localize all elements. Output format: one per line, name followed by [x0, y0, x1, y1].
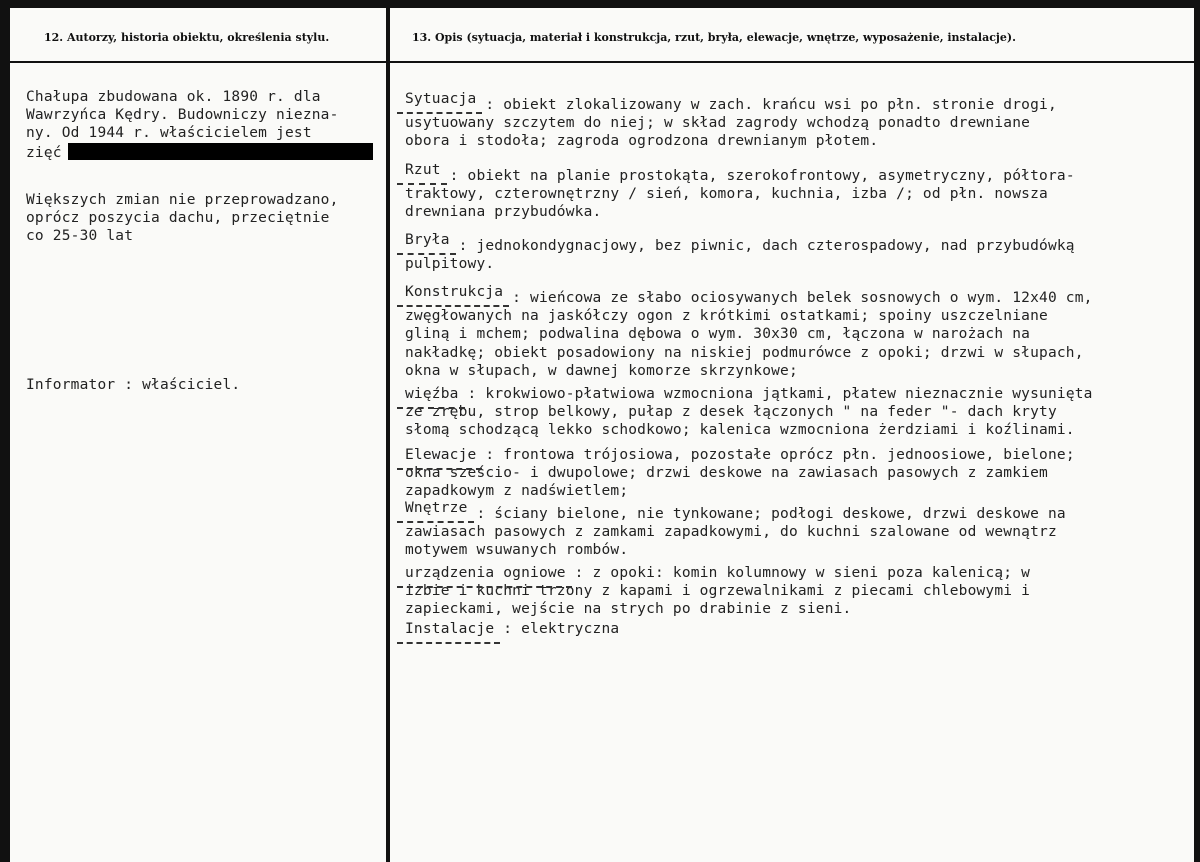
- label-elewacje: Elewacje: [405, 447, 477, 463]
- label-instalacje: Instalacje: [405, 621, 495, 637]
- section-instalacje: Instalacje : elektryczna: [405, 621, 620, 637]
- section-urzadzenia: urządzenia ogniowe : z opoki: komin kolumnowy w sieni poza kalenicą; w izbie i kuchni trzony z kapami i ogrzewalnikami z piecami chlebowymi i zapieckami, wejście na strych po drabinie z sieni.: [405, 565, 1031, 618]
- section-13-header: 13. Opis (sytuacja, materiał i konstrukcja, rzut, bryła, elewacje, wnętrze, wyposażenie, instalacje).: [412, 31, 1016, 44]
- label-bryla: Bryła: [405, 232, 450, 248]
- section-wnetrze: Wnętrze : ściany bielone, nie tynkowane; podłogi deskowe, drzwi deskowe na zawiasach pasowych z zamkami zapadkowymi, do kuchni szalowane od wewnątrz motywem wsuwanych rombów.: [405, 500, 1066, 559]
- label-urzadzenia: urządzenia ogniowe: [405, 565, 566, 581]
- label-wiezba: więźba: [405, 386, 459, 402]
- informant-text: Informator : właściciel.: [26, 377, 241, 393]
- card-border-top: [0, 0, 1200, 8]
- card-border-left: [0, 0, 10, 862]
- section-wiezba: więźba : krokwiowo-płatwiowa wzmocniona jątkami, płatew nieznacznie wysunięta ze zrębu, strop belkowy, pułap z desek łączonych " na feder "- dach kryty słomą schodzącą lekko schodkowo; kalenica wzmocniona żerdziami i koźlinami.: [405, 386, 1093, 439]
- section-elewacje: Elewacje : frontowa trójosiowa, pozostałe oprócz płn. jednoosiowe, bielone; okna sześcio- i dwupolowe; drzwi deskowe na zawiasach pasowych z zamkiem zapadkowym z nadświetlem;: [405, 447, 1075, 500]
- history-text: Chałupa zbudowana ok. 1890 r. dla Wawrzyńca Kędry. Budowniczy niezna- ny. Od 1944 r. właścicielem jest zięć: [26, 88, 373, 162]
- label-wnetrze: Wnętrze: [405, 500, 468, 516]
- changes-text: Większych zmian nie przeprowadzano, oprócz poszycia dachu, przeciętnie co 25-30 lat: [26, 192, 339, 245]
- label-rzut: Rzut: [405, 162, 441, 178]
- card-border-right: [1194, 0, 1200, 862]
- section-konstrukcja: Konstrukcja : wieńcowa ze słabo ociosywanych belek sosnowych o wym. 12x40 cm, zwęgłowanych na jaskółczy ogon z krótkimi ostatkami; spoiny uszczelniane gliną i mchem; podwalina dębowa o wym. 30x30 cm, łączona w narożach na nakładkę; obiekt posadowiony na niskiej podmurówce z opoki; drzwi w słupach, okna w słupach, w dawnej komorze skrzynkowe;: [405, 284, 1093, 379]
- header-divider: [10, 61, 1194, 63]
- redaction-bar: [68, 143, 373, 160]
- column-divider: [386, 8, 390, 862]
- section-sytuacja: Sytuacja : obiekt zlokalizowany w zach. krańcu wsi po płn. stronie drogi, usytuowany szczytem do niej; w skład zagrody wchodzą ponadto drewniane obora i stodoła; zagroda ogrodzona drewnianym płotem.: [405, 91, 1057, 150]
- section-12-header: 12. Autorzy, historia obiektu, określenia stylu.: [44, 31, 330, 44]
- section-bryla: Bryła : jednokondygnacjowy, bez piwnic, dach czterospadowy, nad przybudówką pulpitowy.: [405, 232, 1075, 273]
- label-konstrukcja: Konstrukcja: [405, 284, 504, 300]
- section-rzut: Rzut : obiekt na planie prostokąta, szerokofrontowy, asymetryczny, półtora- traktowy, czterownętrzny / sień, komora, kuchnia, izba /; od płn. nowsza drewniana przybudówka.: [405, 162, 1075, 221]
- label-sytuacja: Sytuacja: [405, 91, 477, 107]
